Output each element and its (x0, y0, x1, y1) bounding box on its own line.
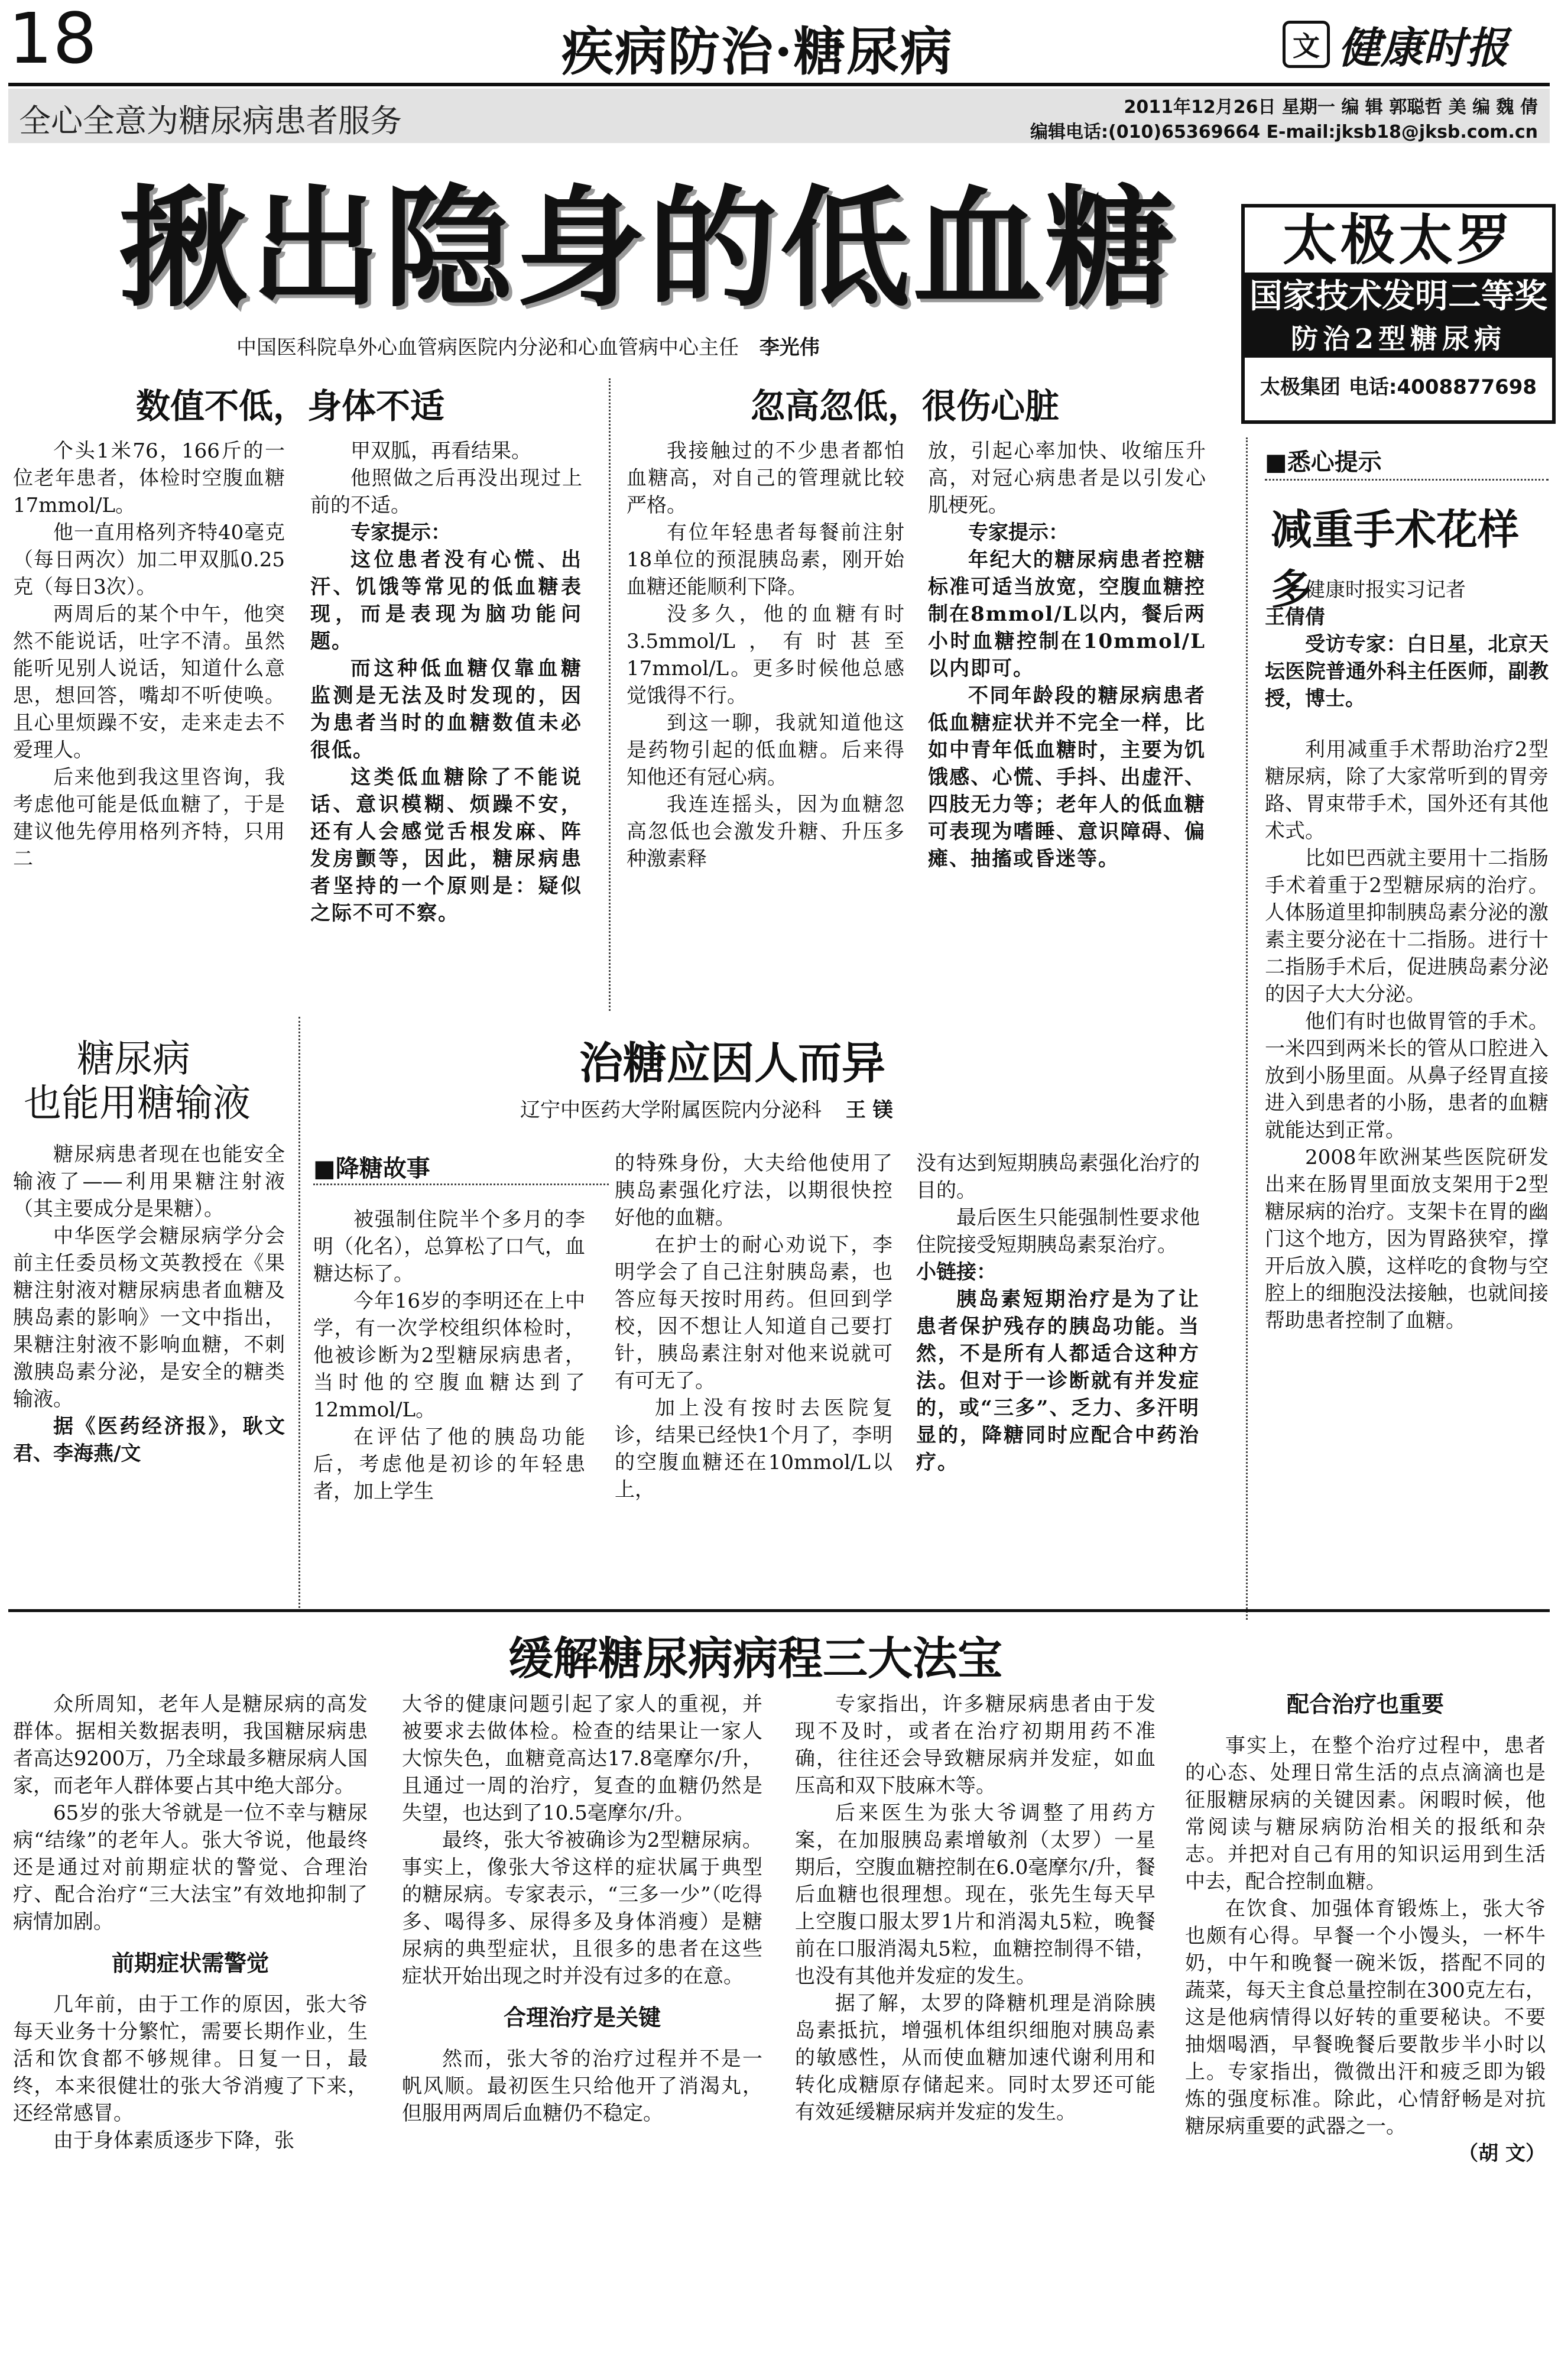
cause-col-2 (615, 1150, 892, 1503)
expert-tip-label: 专家提示： (968, 521, 1069, 544)
ad-award: 国家技术发明二等奖 (1245, 273, 1552, 320)
sidebar-divider (1246, 437, 1248, 1620)
paragraph: 据了解，太罗的降糖机理是消除胰岛素抵抗，增强机体组织细胞对胰岛素的敏感性，从而使血糖加速代谢利用和转化成糖原存储起来。同时太罗还可能有效延缓糖尿病并发症的发生。 (795, 1992, 1155, 2124)
slogan: 全心全意为糖尿病患者服务 (19, 102, 402, 140)
infusion-title-1: 糖尿病 (77, 1037, 190, 1081)
cause-col-1 (313, 1206, 585, 1505)
paragraph: 他照做之后再没出现过上前的不适。 (310, 466, 582, 517)
byline-author: 李光伟 (759, 336, 820, 359)
paragraph: 事实上，在整个治疗过程中，患者的心态、处理日常生活的点点滴滴也是征服糖尿病的关键因素。闲暇时候，他常阅读与糖尿病防治相关的报纸和杂志。并把对自己有用的知识运用到生活中去，配合控制血糖。 (1185, 1734, 1546, 1893)
ad-phone: 电话:4008877698 (1348, 375, 1537, 399)
bottom-col-4 (1185, 1691, 1546, 2167)
cause-tag: ■降糖故事 (313, 1155, 430, 1182)
paragraph: 有位年轻患者每餐前注射18单位的预混胰岛素，刚开始血糖还能顺利下降。 (627, 521, 904, 599)
main-subhead-1: 数值不低，身体不适 (136, 386, 445, 426)
newspaper-logo (1283, 18, 1554, 71)
paragraph: 65岁的张大爷就是一位不幸与糖尿病“结缘”的老年人。张大爷说，他最终还是通过对前期症状的警觉、合理治疗、配合治疗“三大法宝”有效地抑制了病情加剧。 (13, 1801, 368, 1934)
paragraph: 最终，张大爷被确诊为2型糖尿病。事实上，像张大爷这样的症状属于典型的糖尿病。专家表示，“三多一少”（吃得多、喝得多、尿得多及身体消瘦）是糖尿病的典型症状，且很多的患者在这些症状开始出现之时并没有过多的在意。 (402, 1828, 762, 1988)
paragraph: 利用减重手术帮助治疗2型糖尿病，除了大家常听到的胃旁路、胃束带手术，国外还有其他术式。 (1265, 738, 1549, 843)
paragraph: 比如巴西就主要用十二指肠手术着重于2型糖尿病的治疗。人体肠道里抑制胰岛素分泌的激素主要分泌在十二指肠。进行十二指肠手术后，促进胰岛素分泌的因子大大分泌。 (1265, 847, 1549, 1006)
infusion-divider (298, 1017, 300, 1608)
paragraph: 最后医生只能强制性要求他住院接受短期胰岛素泵治疗。 (916, 1206, 1200, 1257)
sidebar-tag: ■悉心提示 (1265, 448, 1382, 476)
paragraph: 2008年欧洲某些医院研发出来在肠胃里面放支架用于2型糖尿病的治疗。支架卡在胃的幽门这个地方，因为胃路狭窄，撑开后放入膜，这样吃的食物与空腔上的细胞没法接触，也就间接帮助患者控制了血糖。 (1265, 1146, 1549, 1332)
expert-tip: 这类低血糖除了不能说话、意识模糊、烦躁不安，还有人会感觉舌根发麻、阵发房颤等，因此，糖尿病患者坚持的一个原则是：疑似之际不可不察。 (310, 766, 582, 925)
paragraph: 没多久，他的血糖有时3.5mmol/L，有时甚至17mmol/L。更多时候他总感觉饿得不行。 (627, 602, 904, 708)
paragraph: 然而，张大爷的治疗过程并不是一帆风顺。最初医生只给他开了消渴丸，但服用两周后血糖仍不稳定。 (402, 2047, 762, 2125)
main-byline (236, 331, 820, 360)
infusion-body (13, 1141, 285, 1467)
paragraph: 糖尿病患者现在也能安全输液了——利用果糖注射液（其主要成分是果糖）。 (13, 1143, 285, 1221)
bottom-subhead-1: 前期症状需警觉 (111, 1950, 269, 1976)
ad-company: 太极集团 (1260, 375, 1340, 399)
bottom-col-1 (13, 1691, 368, 2154)
paragraph: 两周后的某个中午，他突然不能说话，吐字不清。虽然能听见别人说话，知道什么意思，想回答，嘴却不听使唤。且心里烦躁不安，走来走去不爱理人。 (13, 602, 285, 762)
paragraph: 后来医生为张大爷调整了用药方案，在加服胰岛素增敏剂（太罗）一星期后，空腹血糖控制在6.0毫摩尔/升，餐后血糖也很理想。现在，张先生每天早上空腹口服太罗1片和消渴丸5粒，晚餐前在口服消渴丸5粒，血糖控制得不错，也没有其他并发症的发生。 (795, 1801, 1155, 1988)
paragraph: 没有达到短期胰岛素强化治疗的目的。 (916, 1152, 1200, 1202)
sidebar-tag-rule (1265, 479, 1549, 481)
main-col-1 (13, 437, 285, 873)
paragraph: 我连连摇头，因为血糖忽高忽低也会激发升糖、升压多种激素释 (627, 793, 904, 871)
slogan-bar (8, 89, 1550, 143)
main-col-3 (627, 437, 904, 873)
paragraph: 中华医学会糖尿病学分会前主任委员杨文英教授在《果糖注射液对糖尿病患者血糖及胰岛素的影响》一文中指出，果糖注射液不影响血糖，不刺激胰岛素分泌，是安全的糖类输液。 (13, 1224, 285, 1411)
bottom-author: （胡 文） (1458, 2142, 1546, 2165)
bottom-col-2 (402, 1691, 762, 2127)
sidebar-expert: 受访专家：白日星，北京天坛医院普通外科主任医师，副教授，博士。 (1265, 633, 1549, 711)
bottom-col-3 (795, 1691, 1155, 2126)
paragraph: 众所周知，老年人是糖尿病的高发群体。据相关数据表明，我国糖尿病患者高达9200万，乃全球最多糖尿病人国家，而老年人群体要占其中绝大部分。 (13, 1692, 368, 1798)
sidebar-reporter: 王倩倩 (1265, 605, 1325, 629)
paragraph: 今年16岁的李明还在上中学，有一次学校组织体检时，他被诊断为2型糖尿病患者，当时他的空腹血糖达到了12mmol/L。 (313, 1289, 585, 1422)
paragraph: 到这一聊，我就知道他这是药物引起的低血糖。后来得知他还有冠心病。 (627, 711, 904, 789)
sidebar-reporter-label: 健康时报实习记者 (1305, 578, 1466, 602)
infusion-title-2: 也能用糖输液 (24, 1082, 251, 1126)
paragraph: 他们有时也做胃管的手术。一米四到两米长的管从口腔进入放到小肠里面。从鼻子经胃直接进入到患者的小肠，患者的血糖就能达到正常。 (1265, 1010, 1549, 1142)
cause-col-3 (916, 1150, 1200, 1476)
link-label: 小链接： (916, 1260, 997, 1284)
ad-usage: 防治2型糖尿病 (1245, 320, 1552, 358)
paragraph: 加上没有按时去医院复诊，结果已经快1个月了，李明的空腹血糖还在10mmol/L以上， (615, 1396, 892, 1502)
bottom-subhead-2: 合理治疗是关键 (503, 2004, 661, 2031)
bottom-subhead-3: 配合治疗也重要 (1286, 1691, 1444, 1717)
contact-line: 编辑电话:(010)65369664 E-mail:jksb18@jksb.com.cn (1030, 122, 1538, 142)
cause-tag-rule (313, 1183, 609, 1185)
date-line: 2011年12月26日 星期一 编 辑 郭聪哲 美 编 魏 倩 (1124, 97, 1538, 118)
infusion-source: 据《医药经济报》，耿文君、李海燕/文 (13, 1415, 285, 1465)
paragraph: 后来他到我这里咨询，我考虑他可能是低血糖了，于是建议他先停用格列齐特，只用二 (13, 766, 285, 871)
cause-author: 王 镁 (845, 1098, 893, 1122)
byline-affiliation: 中国医科院阜外心血管病医院内分泌和心血管病中心主任 (236, 336, 739, 359)
bottom-section-rule (8, 1609, 1550, 1612)
expert-tip: 这位患者没有心慌、出汗、饥饿等常见的低血糖表现，而是表现为脑功能问题。 (310, 548, 582, 653)
expert-tip-label: 专家提示： (350, 521, 451, 544)
paragraph: 大爷的健康问题引起了家人的重视，并被要求去做体检。检查的结果让一家人大惊失色，血糖竟高达17.8毫摩尔/升，且通过一周的治疗，复查的血糖仍然是失望，也达到了10.5毫摩尔/升。 (402, 1692, 762, 1825)
main-col-4 (928, 437, 1206, 873)
main-center-divider (609, 378, 611, 1011)
expert-tip: 年纪大的糖尿病患者控糖标准可适当放宽，空腹血糖控制在8mmol/L以内，餐后两小时血糖控制在10mmol/L以内即可。 (928, 548, 1206, 680)
paragraph: 专家指出，许多糖尿病患者由于发现不及时，或者在治疗初期用药不准确，往往还会导致糖尿病并发症，如血压高和双下肢麻木等。 (795, 1692, 1155, 1798)
paragraph: 被强制住院半个多月的李明（化名），总算松了口气，血糖达标了。 (313, 1208, 585, 1286)
paragraph: 在评估了他的胰岛功能后，考虑他是初诊的年轻患者，加上学生 (313, 1425, 585, 1503)
paragraph: 他一直用格列齐特40毫克（每日两次）加二甲双胍0.25克（每日3次）。 (13, 521, 285, 599)
section-title: 疾病防治·糖尿病 (561, 21, 953, 82)
sidebar-title: 减重手术花样多 (1271, 505, 1519, 614)
cause-title: 治糖应因人而异 (579, 1038, 885, 1089)
paragraph: 放，引起心率加快、收缩压升高，对冠心病患者是以引发心肌梗死。 (928, 439, 1206, 517)
expert-tip: 不同年龄段的糖尿病患者低血糖症状并不完全一样，比如中青年低血糖时，主要为饥饿感、心慌、手抖、出虚汗、四肢无力等；老年人的低血糖可表现为嗜睡、意识障碍、偏瘫、抽搐或昏迷等。 (928, 684, 1206, 871)
cause-byline (520, 1094, 893, 1123)
main-headline: 揪出隐身的低血糖 (118, 171, 1178, 325)
paragraph: 我接触过的不少患者都怕血糖高，对自己的管理就比较严格。 (627, 439, 904, 517)
expert-tip: 而这种低血糖仅靠血糖监测是无法及时发现的，因为患者当时的血糖数值未必很低。 (310, 657, 582, 762)
paragraph: 在饮食、加强体育锻炼上，张大爷也颇有心得。早餐一个小馒头，一杯牛奶，中午和晚餐一碗米饭，搭配不同的蔬菜，每天主食总量控制在300克左右，这是他病情得以好转的重要秘诀。不要抽烟喝酒，早餐晚餐后要散步半小时以上。专家指出，微微出汗和疲乏即为锻炼的强度标准。除此，心情舒畅是对抗糖尿病重要的武器之一。 (1185, 1897, 1546, 2138)
paragraph: 在护士的耐心劝说下，李明学会了自己注射胰岛素，也答应每天按时用药。但回到学校，因不想让人知道自己要打针，胰岛素注射对他来说就可有可无了。 (615, 1233, 892, 1393)
paragraph: 的特殊身份，大夫给他使用了胰岛素强化疗法，以期很快控好他的血糖。 (615, 1152, 892, 1230)
cause-affiliation: 辽宁中医药大学附属医院内分泌科 (520, 1098, 822, 1122)
logo-text: 健康时报 (1338, 22, 1509, 73)
paragraph: 甲双胍，再看结果。 (350, 439, 531, 463)
ad-brand: 太极太罗 (1282, 208, 1514, 272)
paragraph: 由于身体素质逐步下降，张 (53, 2129, 294, 2152)
paragraph: 个头1米76，166斤的一位老年患者，体检时空腹血糖17mmol/L。 (13, 439, 285, 517)
ad-box (1241, 204, 1556, 424)
sidebar-body (1265, 576, 1549, 1334)
link-text: 胰岛素短期治疗是为了让患者保护残存的胰岛功能。当然，不是所有人都适合这种方法。但对于一诊断就有并发症的，或“三多”、乏力、多汗明显的，降糖同时应配合中药治疗。 (916, 1288, 1200, 1474)
logo-emblem-icon: 文 (1283, 21, 1330, 68)
masthead-rule (8, 83, 1550, 86)
page-number: 18 (8, 0, 98, 79)
main-col-2 (310, 437, 582, 927)
bottom-title: 缓解糖尿病病程三大法宝 (508, 1632, 1002, 1685)
paragraph: 几年前，由于工作的原因，张大爷每天业务十分繁忙，需要长期作业，生活和饮食都不够规律。日复一日，最终，本来很健壮的张大爷消瘦了下来，还经常感冒。 (13, 1993, 368, 2125)
main-subhead-2: 忽高忽低，很伤心脏 (751, 386, 1060, 426)
